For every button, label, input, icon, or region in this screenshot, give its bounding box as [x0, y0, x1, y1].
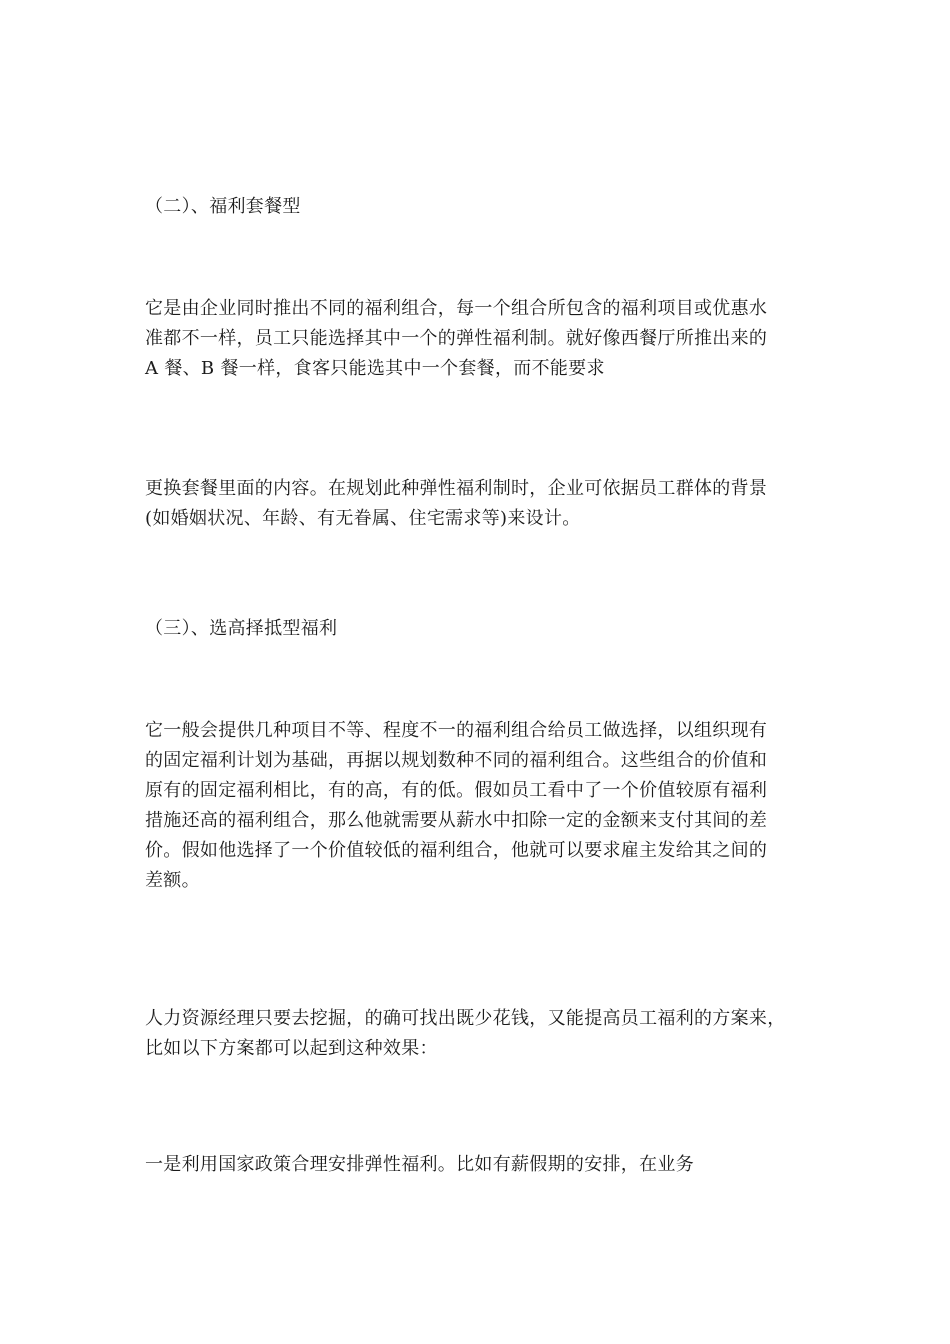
- paragraph-package-design: 更换套餐里面的内容。在规划此种弹性福利制时，企业可依据员工群体的背景 (如婚姻状况、年龄、有无眷属、住宅需求等)来设计。: [145, 478, 768, 529]
- section-heading-2: （二）、福利套餐型: [145, 196, 301, 217]
- paragraph-trade-off-benefits: 它一般会提供几种项目不等、程度不一的福利组合给员工做选择，以组织现有 的固定福利计划为基础，再据以规划数种不同的福利组合。这些组合的价值和 原有的固定福利相比，有的高，有的低。假如员工看中了一个价值较原有福利 措施还高的福利组合，那么他就需要从薪水中扣除一定的金额来支付其间的差 价。假如他选择了一个价值较低的福利组合，他就可以要求雇主发给其之间的 差额。: [145, 720, 768, 891]
- paragraph-hr-manager: 人力资源经理只要去挖掘，的确可找出既少花钱，又能提高员工福利的方案来， 比如以下方案都可以起到这种效果：: [145, 1008, 786, 1059]
- paragraph-national-policy: 一是利用国家政策合理安排弹性福利。比如有薪假期的安排，在业务: [145, 1154, 694, 1175]
- section-heading-3: （三）、选高择抵型福利: [145, 618, 338, 639]
- paragraph-package-benefits: 它是由企业同时推出不同的福利组合，每一个组合所包含的福利项目或优惠水 准都不一样，员工只能选择其中一个的弹性福利制。就好像西餐厅所推出来的 A 餐、B 餐一样，食客只能选其中一个套餐，而不能要求: [145, 298, 768, 379]
